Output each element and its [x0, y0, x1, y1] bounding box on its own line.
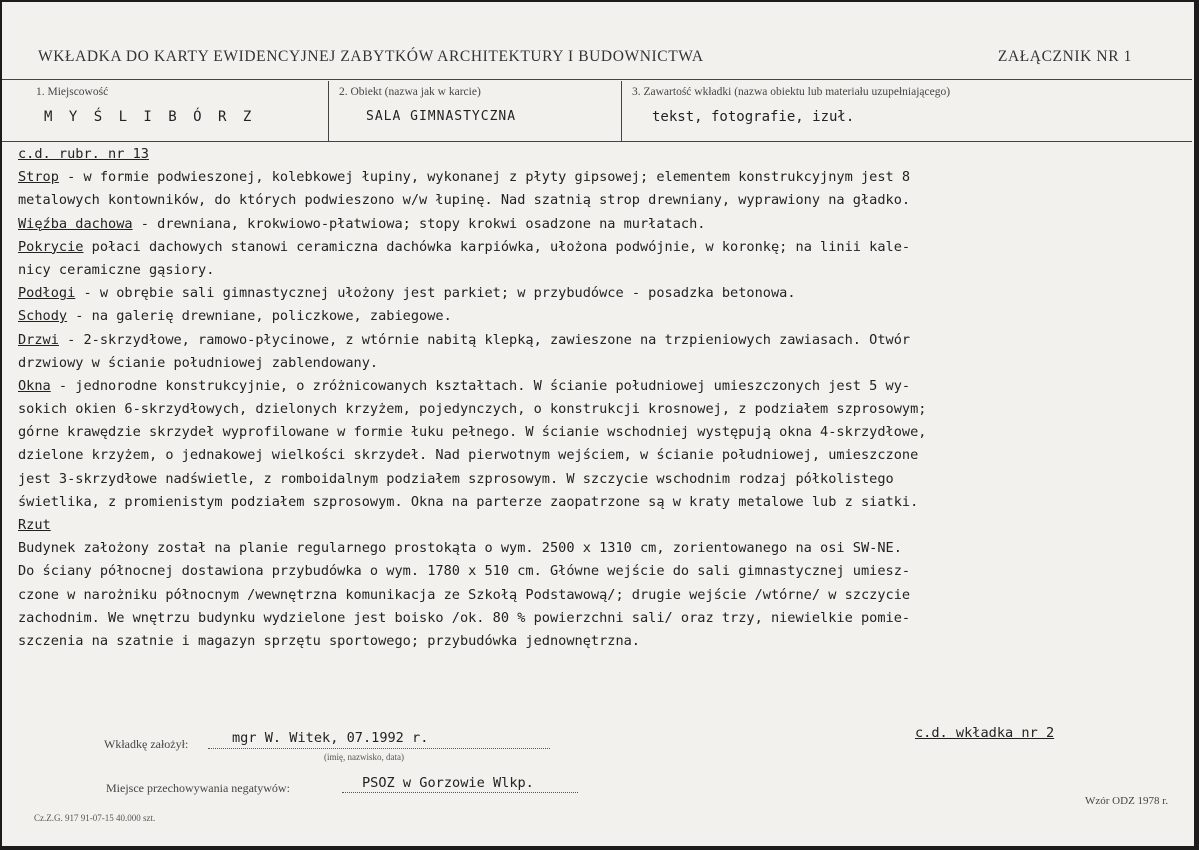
body-text — [18, 143, 1183, 653]
storage-value: PSOZ w Gorzowie Wlkp. — [362, 775, 534, 791]
section-text: nicy ceramiczne gąsiory. — [18, 261, 215, 278]
text-line — [18, 630, 1183, 653]
text-line — [18, 282, 1183, 305]
card-title: WKŁADKA DO KARTY EWIDENCYJNEJ ZABYTKÓW ARCHITEKTURY I BUDOWNICTWA — [38, 48, 704, 65]
fields-row — [2, 81, 1192, 141]
record-card — [2, 2, 1194, 846]
section-heading: Podłogi — [18, 285, 76, 302]
field-separator — [621, 81, 622, 141]
section-heading: Strop — [18, 169, 59, 186]
continuation-note: c.d. rubr. nr 13 — [18, 146, 149, 162]
text-line — [18, 560, 1183, 583]
contents-label: 3. Zawartość wkładki (nazwa obiektu lub materiału uzupełniającego) — [632, 86, 951, 98]
text-line — [18, 236, 1183, 259]
section-text: sokich okien 6-skrzydłowych, dzielonych krzyżem, pojedynczych, o konstrukcji krosnowej, z podziałem szprosowym; — [18, 401, 927, 418]
section-text: dzielone krzyżem, o jednakowej wielkości skrzydeł. Nad pierwotnym wejściem, w ścianie południowej, umieszczone — [18, 447, 919, 464]
text-line — [18, 398, 1183, 421]
text-line — [18, 491, 1183, 514]
section-heading: Drzwi — [18, 331, 59, 348]
text-line — [18, 607, 1183, 630]
author-label: Wkładkę założył: — [104, 737, 189, 751]
attachment-number: ZAŁĄCZNIK NR 1 — [997, 48, 1132, 65]
section-text: Budynek założony został na planie regularnego prostokąta o wym. 2500 x 1310 cm, zorientowanego na osi SW-NE. — [18, 540, 902, 557]
contents-value: tekst, fotografie, izuł. — [652, 109, 855, 125]
text-line — [18, 537, 1183, 560]
fields-divider — [2, 141, 1192, 142]
section-text: metalowych kontowników, do których podwieszono w/w łupinę. Nad szatnią strop drewniany, wyprawiony na gładko. — [18, 192, 911, 209]
object-value: SALA GIMNASTYCZNA — [366, 109, 517, 124]
header-divider — [2, 79, 1192, 80]
section-heading: Pokrycie — [18, 238, 84, 255]
section-text: - 2-skrzydłowe, ramowo-płycinowe, z wtórnie nabitą klepką, zawieszone na trzpieniowych zawiasach. Otwór — [58, 331, 911, 348]
section-text: jest 3-skrzydłowe nadświetle, z romboidalnym podziałem szprosowym. W szczycie wschodnim rodzaj półkolistego — [18, 470, 894, 487]
section-heading: Rzut — [18, 517, 51, 533]
section-text: świetlika, z promienistym podziałem szprosowym. Okna na parterze zaopatrzone są w kraty metalowe lub z siatki. — [18, 493, 919, 510]
text-line — [18, 584, 1183, 607]
section-text: - jednorodne konstrukcyjnie, o zróżnicowanych kształtach. W ścianie południowej umieszczonych jest 5 wy- — [50, 377, 911, 394]
section-text: - na galerię drewniane, policzkowe, zabiegowe. — [67, 308, 452, 325]
text-line — [18, 166, 1183, 189]
field-separator — [328, 81, 329, 141]
text-line — [18, 514, 1183, 537]
section-text: połaci dachowych stanowi ceramiczna dachówka karpiówka, ułożona podwójnie, w koronkę; na linii kale- — [83, 238, 911, 255]
section-text: - drewniana, krokwiowo-płatwiowa; stopy krokwi osadzone na murłatach. — [132, 215, 706, 232]
text-line — [18, 421, 1183, 444]
section-text: górne krawędzie skrzydeł wyprofilowane w formie łuku pełnego. W ścianie wschodniej występują okna 4-skrzydłowe, — [18, 424, 927, 441]
text-line — [18, 329, 1183, 352]
section-text: - w formie podwieszonej, kolebkowej łupiny, wykonanej z płyty gipsowej; elementem konstrukcyjnym jest 8 — [58, 169, 911, 186]
locality-label: 1. Miejscowość — [36, 86, 109, 98]
field-locality — [2, 81, 328, 141]
author-value: mgr W. Witek, 07.1992 r. — [232, 730, 429, 746]
next-insert: c.d. wkładka nr 2 — [915, 725, 1055, 741]
body-lines — [18, 166, 1183, 653]
text-line — [18, 259, 1183, 282]
form-pattern: Wzór ODZ 1978 r. — [1085, 795, 1169, 807]
section-text: drzwiowy w ścianie południowej zablendowany. — [18, 354, 379, 371]
section-heading: Okna — [18, 377, 51, 394]
card-header — [2, 48, 1192, 76]
field-object — [329, 81, 621, 141]
text-line — [18, 352, 1183, 375]
object-label: 2. Obiekt (nazwa jak w karcie) — [339, 86, 481, 98]
author-hint: (imię, nazwisko, data) — [324, 752, 404, 762]
text-line — [18, 305, 1183, 328]
storage-line — [342, 792, 578, 793]
storage-label: Miejsce przechowywania negatywów: — [106, 781, 290, 795]
text-line — [18, 375, 1183, 398]
section-text: szczenia na szatnie i magazyn sprzętu sportowego; przybudówka jednownętrzna. — [18, 632, 640, 649]
section-text: czone w narożniku północnym /wewnętrzna komunikacja ze Szkołą Podstawową/; drugie wejście /wtórne/ w szczycie — [18, 586, 911, 603]
section-text: zachodnim. We wnętrzu budynku wydzielone jest boisko /ok. 80 % powierzchni sali/ oraz trzy, niewielkie pomie- — [18, 609, 911, 626]
section-text: Do ściany północnej dostawiona przybudówka o wym. 1780 x 510 cm. Główne wejście do sali gimnastycznej umiesz- — [18, 563, 911, 580]
locality-value: M Y Ś L I B Ó R Z — [44, 109, 256, 125]
section-heading: Więźba dachowa — [18, 215, 133, 232]
text-line — [18, 189, 1183, 212]
text-line — [18, 468, 1183, 491]
text-line — [18, 213, 1183, 236]
text-line — [18, 444, 1183, 467]
print-code: Cz.Z.G. 917 91-07-15 40.000 szt. — [34, 813, 156, 823]
field-contents — [622, 81, 1192, 141]
section-text: - w obrębie sali gimnastycznej ułożony jest parkiet; w przybudówce - posadzka betonowa. — [75, 285, 796, 302]
author-line — [208, 748, 550, 749]
section-heading: Schody — [18, 308, 68, 325]
